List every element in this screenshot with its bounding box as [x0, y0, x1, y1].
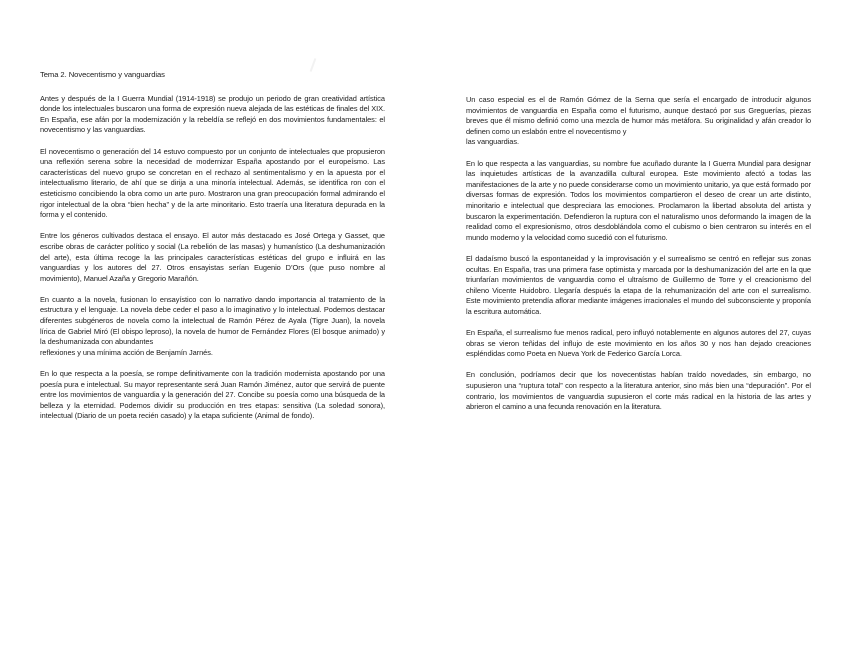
- paragraph-surrealismo-espana: En España, el surrealismo fue menos radical, pero influyó notablemente en algunos autores del 27, cuyas obras se vieron teñidas del influjo de este movimiento en los años 30 y nos han dejado creaciones espléndidas como Poeta en Nueva York de Federico García Lorca.: [466, 328, 811, 359]
- paragraph-poesia: En lo que respecta a la poesía, se rompe definitivamente con la tradición modernista apostando por una poesía pura e intelectual. Su mayor representante será Juan Ramón Jiménez, autor que servirá de puente entre los movimientos de vanguardia y la generación del 27. Concibe su poesía como una búsqueda de la belleza y la eternidad. Podemos dividir su producción en tres etapas: sensitiva (La soledad sonora), intelectual (Diario de un poeta recién casado) y la etapa suficiente (Animal de fondo).: [40, 369, 385, 421]
- document-title: Tema 2. Novecentismo y vanguardias: [40, 70, 165, 79]
- left-column: [40, 70, 385, 433]
- paragraph-gomez-de-la-serna: Un caso especial es el de Ramón Gómez de la Serna que sería el encargado de introducir algunos movimientos de vanguardia en España como el futurismo, aunque destacó por sus Greguerías, piezas breves que él mismo definió como una mezcla de humor más metáfora. Su originalidad y afán creador lo definen como un eslabón entre el novecentismo y las vanguardias.: [466, 95, 811, 147]
- paragraph-intro: Antes y después de la I Guerra Mundial (1914-1918) se produjo un periodo de gran creatividad artística donde los intelectuales buscaron una forma de expresión nueva alejada de las estéticas de finales del XIX. En España, ese afán por la modernización y la rebeldía se reflejó en dos movimientos fundamentales: el novecentismo y las vanguardias.: [40, 93, 385, 135]
- right-column: [466, 95, 811, 423]
- paragraph-novecentismo: El novecentismo o generación del 14 estuvo compuesto por un conjunto de intelectuales que propusieron una reflexión serena sobre la necesidad de modernizar España apostando por el europeísmo. Las características del nuevo grupo se concretan en el rechazo al sentimentalismo y en la apuesta por el intelectualismo literario, de ahí que se dirija a una minoría intelectual. Además, se identifica ron con el esteticismo concibiendo la obra como un arte puro. Mostraron una gran preocupación formal admirando el rigor intelectual de la obra “bien hecha” y de la arte minoritario. Esto traería una literatura depurada en la forma y el contenido.: [40, 146, 385, 220]
- paragraph-vanguardias: En lo que respecta a las vanguardias, su nombre fue acuñado durante la I Guerra Mundial para designar las inquietudes artísticas de la avanzadilla cultural europea. Este movimiento afectó a todas las manifestaciones de la arte y no puede considerarse como un movimiento unitario, ya que está formado por diversas formas de expresión. Todos los movimientos compartieron el deseo de crear un arte distinto, minoritario e intelectual que despreciara las emociones. Proclamaron la libertad absoluta del artista y buscaron la experimentación. Defendieron la ruptura con el naturalismo unos deformando la imagen de la realidad como el expresionismo, otros desdoblándola como el cubismo o bien centraron su interés en el mundo moderno y la velocidad como sucedió con el futurismo.: [466, 158, 811, 242]
- paragraph-novela: En cuanto a la novela, fusionan lo ensayístico con lo narrativo dando importancia al tratamiento de la estructura y el lenguaje. La novela debe ceder el paso a lo imaginativo y lo intelectual. Podemos destacar diferentes subgéneros de novela como la intelectual de Ramón Pérez de Ayala (Tigre Juan), la novela lírica de Gabriel Miró (El obispo leproso), la novela de humor de Fernández Flores (El bosque animado) y la deshumanizada con abundantes reflexiones y una mínima acción de Benjamín Jarnés.: [40, 294, 385, 357]
- paragraph-conclusion: En conclusión, podríamos decir que los novecentistas habían traído novedades, sin embargo, no supusieron una “ruptura total” con respecto a la literatura anterior, sino más bien una “depuración”. Por el contrario, los movimientos de vanguardia supusieron el corte más radical en la historia de las artes y abrieron el camino a una fecunda renovación en la literatura.: [466, 370, 811, 412]
- paragraph-dadaismo-surrealismo: El dadaísmo buscó la espontaneidad y la improvisación y el surrealismo se centró en reflejar sus zonas ocultas. En España, tras una primera fase optimista y marcada por la deshumanización del arte en la que triunfarían movimientos de vanguardia como el ultraísmo de Guillermo de Torre y el creacionismo del chileno Vicente Huidobro. Llegaría después la etapa de la rehumanización del arte con el surrealismo. Este movimiento pretendía aflorar mediante imágenes irracionales el mundo del subconsciente y proponía la escritura automática.: [466, 253, 811, 316]
- paragraph-ensayo: Entre los géneros cultivados destaca el ensayo. El autor más destacado es José Ortega y Gasset, que escribe obras de carácter político y social (La rebelión de las masas) y humanístico (La deshumanización del arte), esta última recoge la las principales características estéticas del grupo e influirá en las vanguardias y los autores del 27. Otros ensayistas serían Eugenio D’Ors (que puso nombre al movimiento), Manuel Azaña y Gregorio Marañón.: [40, 231, 385, 283]
